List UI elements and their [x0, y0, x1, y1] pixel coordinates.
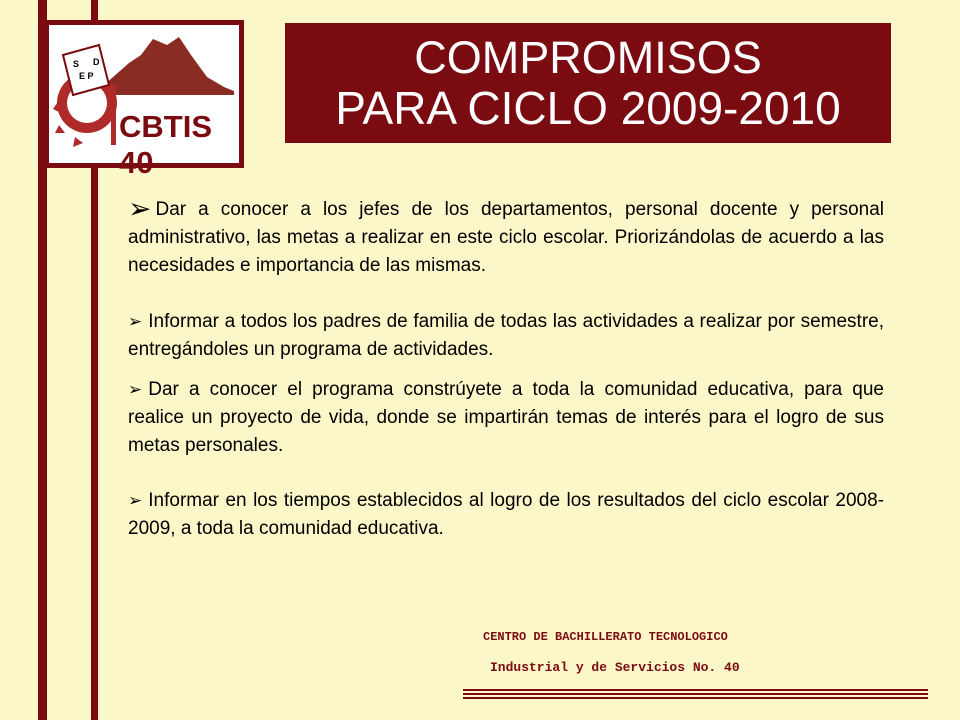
- footer-divider: [463, 689, 928, 701]
- page-title-line2: PARA CICLO 2009-2010: [335, 82, 841, 134]
- footer-institution-name: CENTRO DE BACHILLERATO TECNOLOGICO: [483, 630, 728, 644]
- svg-text:S: S: [73, 59, 80, 69]
- list-item-text: Informar en los tiempos establecidos al logro de los resultados del ciclo escolar 2008-2009, a toda la comunidad educativa.: [128, 490, 884, 539]
- arrow-bullet-icon: ➢: [128, 193, 152, 224]
- arrow-bullet-icon: ➢: [128, 312, 143, 331]
- title-box: [285, 23, 891, 143]
- list-item: [128, 308, 884, 364]
- list-item-text: Dar a conocer el programa constrúyete a toda la comunidad educativa, para que realice un proyecto de vida, donde se impartirán temas de interés para el logro de sus metas personales.: [128, 379, 884, 456]
- svg-text:D: D: [93, 57, 100, 67]
- svg-text:E P: E P: [79, 71, 94, 81]
- list-item-text: Informar a todos los padres de familia de todas las actividades a realizar por semestre, entregándoles un programa de actividades.: [128, 311, 884, 360]
- list-item: [128, 487, 884, 543]
- list-item: [128, 376, 884, 460]
- list-item: [128, 193, 884, 280]
- logo: [44, 20, 244, 180]
- arrow-bullet-icon: ➢: [128, 380, 143, 399]
- footer-institution-subtitle: Industrial y de Servicios No. 40: [490, 660, 740, 675]
- page-title-line1: COMPROMISOS: [414, 32, 762, 83]
- logo-text: CBTIS 40: [119, 109, 212, 180]
- list-item-text: Dar a conocer a los jefes de los departamentos, personal docente y personal administrativo, las metas a realizar en este ciclo escolar. Priorizándolas de acuerdo a las necesidades e importancia de las mismas.: [128, 199, 884, 276]
- commitments-list: [128, 193, 884, 543]
- arrow-bullet-icon: ➢: [128, 491, 143, 510]
